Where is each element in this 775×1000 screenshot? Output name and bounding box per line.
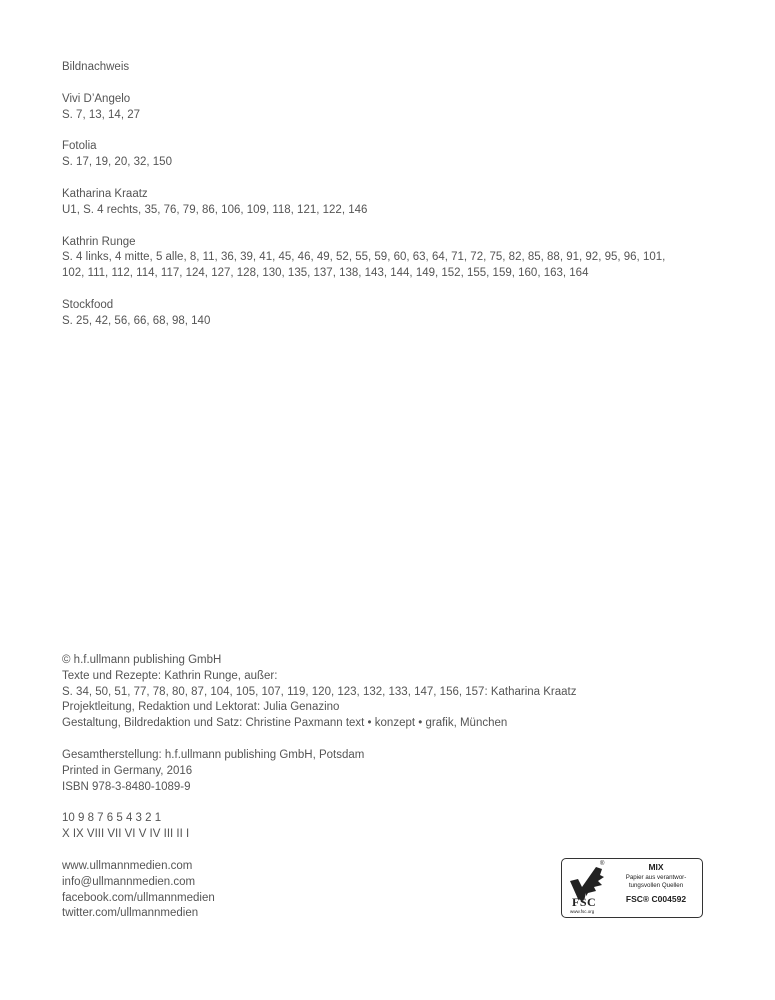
- image-credits-section: [62, 60, 722, 330]
- credit-name: Stockfood: [62, 298, 114, 311]
- fsc-description-line-1: Papier aus verantwor-: [625, 874, 687, 881]
- credit-pages: S. 25, 42, 56, 66, 68, 98, 140: [62, 314, 211, 327]
- roman-numerals-line: X IX VIII VII VI V IV III II I: [62, 828, 190, 841]
- credit-pages: S. 7, 13, 14, 27: [62, 108, 141, 121]
- kraatz-pages-line: S. 34, 50, 51, 77, 78, 80, 87, 104, 105, 107, 119, 120, 123, 132, 133, 147, 156, 157: Katharina Kraatz: [62, 685, 577, 698]
- twitter-link: twitter.com/ullmannmedien: [62, 907, 199, 920]
- design-line: Gestaltung, Bildredaktion und Satz: Christine Paxmann text • konzept • grafik, München: [62, 717, 508, 730]
- credit-name: Katharina Kraatz: [62, 187, 148, 200]
- credit-entry: [62, 139, 722, 171]
- credits-heading: Bildnachweis: [62, 61, 130, 73]
- fsc-description: [612, 874, 700, 890]
- fsc-wordmark: FSC: [572, 895, 597, 909]
- credit-name: Vivi D’Angelo: [62, 92, 131, 105]
- production-line: Gesamtherstellung: h.f.ullmann publishing GmbH, Potsdam: [62, 748, 365, 761]
- credit-entry: [62, 298, 722, 330]
- print-run-line: 10 9 8 7 6 5 4 3 2 1: [62, 812, 162, 825]
- fsc-label-block: [612, 862, 700, 905]
- credit-name: Fotolia: [62, 140, 97, 153]
- fsc-license-code: FSC® C004592: [625, 894, 687, 904]
- credit-entry: [62, 187, 722, 219]
- credit-entry: [62, 235, 722, 282]
- imprint-credits-group: [62, 653, 722, 732]
- facebook-link: facebook.com/ullmannmedien: [62, 891, 215, 904]
- fsc-registered-mark: ®: [600, 861, 605, 867]
- credit-entry: [62, 92, 722, 124]
- print-run-group: [62, 811, 722, 843]
- fsc-mix-label: MIX: [648, 862, 664, 872]
- copyright-line: © h.f.ullmann publishing GmbH: [62, 654, 222, 666]
- isbn-line: ISBN 978-3-8480-1089-9: [62, 780, 191, 793]
- credits-heading-group: [62, 60, 722, 76]
- fsc-url: www.fsc.org: [570, 909, 595, 914]
- credit-name: Kathrin Runge: [62, 235, 136, 248]
- fsc-logo: [561, 858, 703, 918]
- credit-pages: U1, S. 4 rechts, 35, 76, 79, 86, 106, 109, 118, 121, 122, 146: [62, 203, 368, 216]
- credit-pages-continued: 102, 111, 112, 114, 117, 124, 127, 128, 130, 135, 137, 138, 143, 144, 149, 152, 155, 159, 160, 163, 164: [62, 267, 589, 280]
- credit-pages: S. 4 links, 4 mitte, 5 alle, 8, 11, 36, 39, 41, 45, 46, 49, 52, 55, 59, 60, 63, 64, 71, 72, 75, 82, 85, 88, 91, 92, 95, 96, 101,: [62, 251, 666, 264]
- printed-line: Printed in Germany, 2016: [62, 764, 193, 777]
- email-link: info@ullmannmedien.com: [62, 875, 196, 888]
- credit-pages: S. 17, 19, 20, 32, 150: [62, 156, 172, 169]
- fsc-description-line-2: tungsvollen Quellen: [628, 882, 684, 889]
- project-line: Projektleitung, Redaktion und Lektorat: Julia Genazino: [62, 701, 340, 714]
- website-link: www.ullmannmedien.com: [62, 859, 193, 872]
- texts-line: Texte und Rezepte: Kathrin Runge, außer:: [62, 669, 278, 682]
- production-group: [62, 748, 722, 795]
